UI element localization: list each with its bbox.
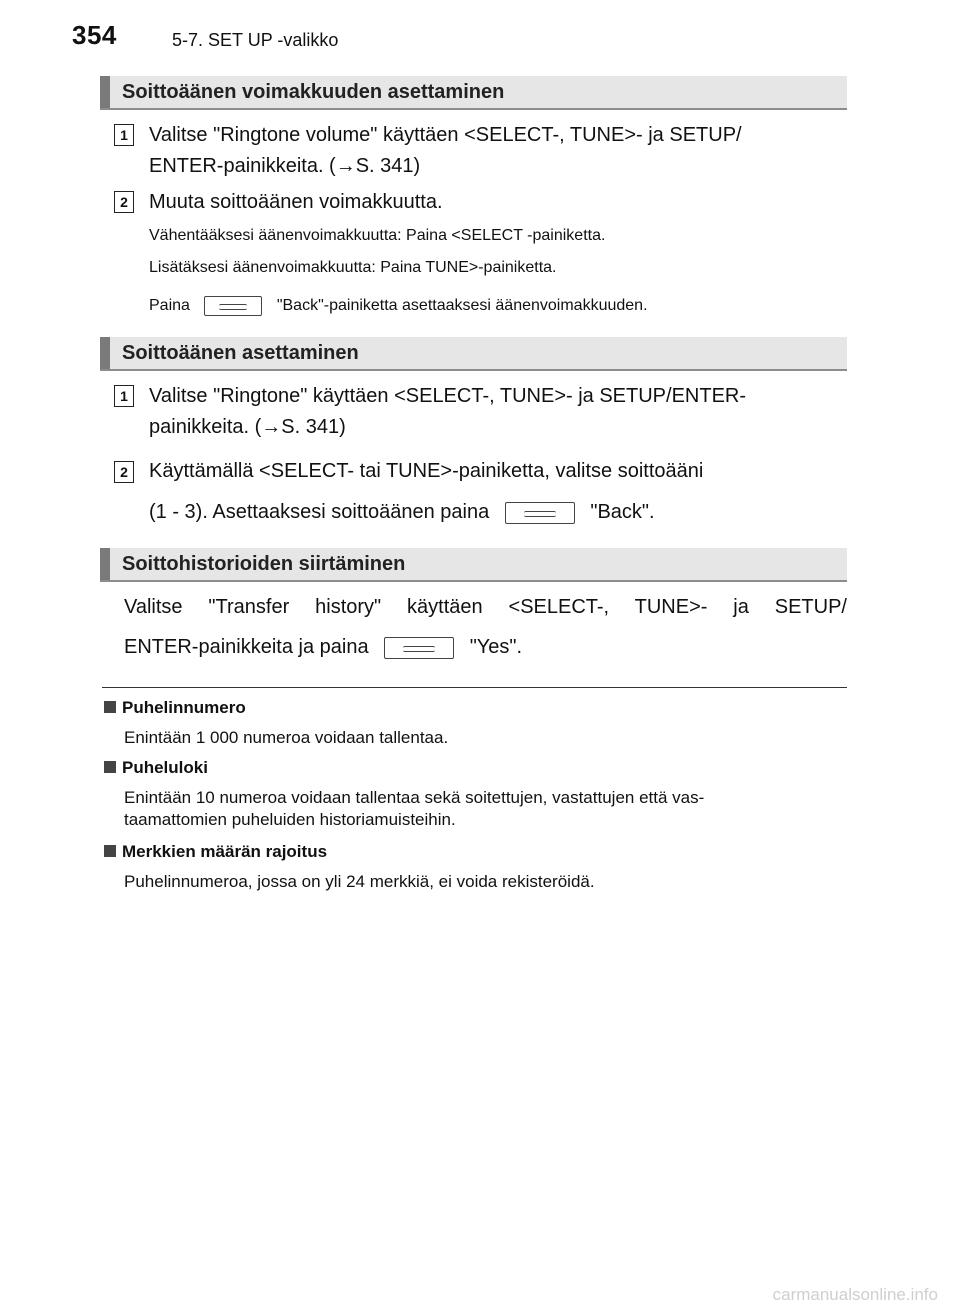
note-heading: [104, 698, 246, 718]
section-title: Soittoäänen asettaminen: [122, 342, 359, 364]
section-title: Soittohistorioiden siirtäminen: [122, 553, 406, 575]
step-line: painikkeita. (→S. 341): [149, 416, 346, 438]
transfer-text: Valitse "Transfer history" käyttäen <SELECT-, TUNE>- ja SETUP/: [124, 596, 847, 618]
sub-text: Lisätäksesi äänenvoimakkuutta: Paina TUNE>-painiketta.: [149, 259, 557, 276]
back-button-icon: [505, 502, 575, 524]
note-line: Enintään 10 numeroa voidaan tallentaa sekä soitettujen, vastattujen että vas-: [124, 788, 705, 807]
sub-text-press-back: [149, 295, 847, 317]
note-title: Puheluloki: [122, 758, 208, 777]
note-title: Merkkien määrän rajoitus: [122, 842, 328, 861]
transfer-text-part: "Yes".: [469, 636, 523, 658]
step-text: [149, 120, 847, 182]
note-body: Puhelinnumeroa, jossa on yli 24 merkkiä, ei voida rekisteröidä.: [124, 872, 595, 891]
section-heading-ringtone-volume: [100, 76, 847, 110]
step-number: 2: [114, 191, 134, 213]
transfer-text: [124, 632, 847, 663]
note-heading: [104, 758, 208, 778]
step-line: Valitse "Ringtone" käyttäen <SELECT-, TUNE>- ja SETUP/ENTER-: [149, 385, 747, 407]
sub-text: Vähentääksesi äänenvoimakkuutta: Paina <SELECT -painiketta.: [149, 227, 606, 244]
sub-text-part: "Back"-painiketta asettaaksesi äänenvoimakkuuden.: [276, 297, 648, 314]
step-text: [149, 381, 847, 443]
section-accent: [100, 337, 110, 369]
bullet-square-icon: [104, 761, 116, 773]
section-accent: [100, 548, 110, 580]
step-text-part: "Back".: [590, 501, 655, 523]
step-line: ENTER-painikkeita. (→S. 341): [149, 155, 421, 177]
note-body: Enintään 1 000 numeroa voidaan tallentaa.: [124, 728, 449, 747]
step-number: 1: [114, 124, 134, 146]
section-title: Soittoäänen voimakkuuden asettaminen: [122, 81, 505, 103]
step-line: Valitse "Ringtone volume" käyttäen <SELECT-, TUNE>- ja SETUP/: [149, 124, 742, 146]
section-accent: [100, 76, 110, 108]
step-text: Käyttämällä <SELECT- tai TUNE>-painiketta, valitse soittoääni: [149, 460, 704, 482]
transfer-text-part: ENTER-painikkeita ja paina: [124, 636, 369, 658]
step-number: 2: [114, 461, 134, 483]
chapter-title: 5-7. SET UP -valikko: [172, 30, 339, 50]
note-title: Puhelinnumero: [122, 698, 246, 717]
back-button-icon: [204, 296, 262, 316]
watermark: carmanualsonline.info: [772, 1285, 938, 1304]
bullet-square-icon: [104, 845, 116, 857]
step-text-part: (1 - 3). Asettaaksesi soittoäänen paina: [149, 501, 490, 523]
yes-button-icon: [384, 637, 454, 659]
step-text: [149, 497, 847, 528]
sub-text-part: Paina: [149, 297, 190, 314]
section-heading-transfer-history: [100, 548, 847, 582]
note-line: taamattomien puheluiden historiamuisteihin.: [124, 810, 456, 829]
step-number: 1: [114, 385, 134, 407]
divider: [102, 687, 847, 688]
page-number: 354: [72, 20, 117, 50]
bullet-square-icon: [104, 701, 116, 713]
note-heading: [104, 842, 327, 862]
step-text: Muuta soittoäänen voimakkuutta.: [149, 191, 443, 213]
section-heading-ringtone: [100, 337, 847, 371]
note-body: [124, 787, 847, 831]
